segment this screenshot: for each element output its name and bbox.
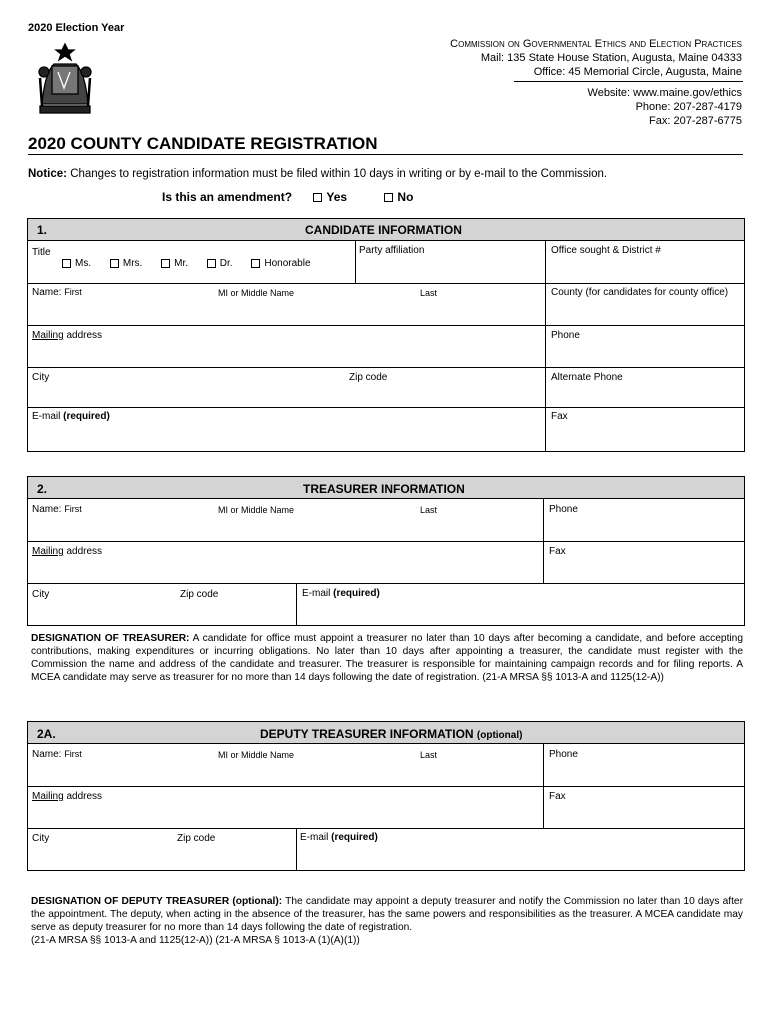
deputy-last-label: Last xyxy=(420,750,438,760)
deputy-treasurer-info-table xyxy=(27,743,745,871)
section1-number: 1. xyxy=(37,223,48,237)
commission-office: Office: 45 Memorial Circle, Augusta, Maine xyxy=(533,66,742,78)
candidate-city-field[interactable]: City xyxy=(32,372,50,383)
treasurer-fax-field[interactable]: Fax xyxy=(549,546,566,557)
deputy-name-field[interactable]: Name: First xyxy=(32,749,82,760)
treasurer-name-field[interactable]: Name: First xyxy=(32,504,82,515)
candidate-phone-field[interactable]: Phone xyxy=(551,330,580,341)
title-mr-checkbox[interactable]: Mr. xyxy=(161,258,188,269)
treasurer-city-field[interactable]: City xyxy=(32,589,50,600)
treasurer-mi-label: MI or Middle Name xyxy=(218,505,295,515)
notice-text: Changes to registration information must be filed within 10 days in writing or by e-mail to the Commission. xyxy=(70,168,608,180)
amendment-yes-checkbox[interactable]: Yes xyxy=(313,190,347,204)
treasurer-info-table xyxy=(27,498,745,626)
page-title: 2020 COUNTY CANDIDATE REGISTRATION xyxy=(28,134,378,153)
alternate-phone-field[interactable]: Alternate Phone xyxy=(551,372,623,383)
commission-website: Website: www.maine.gov/ethics xyxy=(587,87,742,99)
deputy-mi-label: MI or Middle Name xyxy=(218,750,295,760)
candidate-mi-label: MI or Middle Name xyxy=(218,288,295,298)
deputy-phone-field[interactable]: Phone xyxy=(549,749,578,760)
commission-mail: Mail: 135 State House Station, Augusta, Maine 04333 xyxy=(480,52,742,64)
treasurer-phone-field[interactable]: Phone xyxy=(549,504,578,515)
maine-seal-icon xyxy=(34,42,96,116)
election-year-label: 2020 Election Year xyxy=(28,22,125,34)
commission-phone: Phone: 207-287-4179 xyxy=(635,101,742,113)
title-honorable-checkbox[interactable]: Honorable xyxy=(251,258,310,269)
title-label: Title xyxy=(32,247,51,258)
deputy-zip-field[interactable]: Zip code xyxy=(177,833,216,844)
title-rule xyxy=(28,154,743,155)
section2-header xyxy=(27,476,745,499)
title-mrs-checkbox[interactable]: Mrs. xyxy=(110,258,142,269)
amendment-no-checkbox[interactable]: No xyxy=(384,190,413,204)
designation-of-treasurer-text: DESIGNATION OF TREASURER: A candidate for office must appoint a treasurer no later than 10 days after becoming a candidate, and before accepting contributions, making expenditures or incurring obligations. No later than 10 days after appointing a treasurer, the candidate must register with the Commission the name and address of the candidate and treasurer. The treasurer is responsible for maintaining campaign records and for filing reports. A MCEA candidate may serve as treasurer for no more than 14 days following the date of registration. (21-A MRSA §§ 1013-A and 1125(12-A)) xyxy=(31,633,743,683)
header-divider xyxy=(514,81,743,82)
candidate-mailing-address-field[interactable]: Mailing address xyxy=(32,330,103,341)
candidate-zip-field[interactable]: Zip code xyxy=(349,372,388,383)
deputy-city-field[interactable]: City xyxy=(32,833,50,844)
section2a-heading: DEPUTY TREASURER INFORMATION (optional) xyxy=(260,727,523,741)
section1-header xyxy=(27,218,745,241)
section2a-header xyxy=(27,721,745,744)
title-dr-checkbox[interactable]: Dr. xyxy=(207,258,233,269)
commission-fax: Fax: 207-287-6775 xyxy=(649,115,742,127)
treasurer-last-label: Last xyxy=(420,505,438,515)
deputy-fax-field[interactable]: Fax xyxy=(549,791,566,802)
section2a-number: 2A. xyxy=(37,727,56,741)
section2-number: 2. xyxy=(37,482,48,496)
county-field[interactable]: County (for candidates for county office) xyxy=(551,287,729,298)
amendment-question: Is this an amendment? xyxy=(162,190,293,204)
deputy-mailing-address-field[interactable]: Mailing address xyxy=(32,791,103,802)
notice-label: Notice: xyxy=(28,168,67,180)
candidate-name-field[interactable]: Name: First xyxy=(32,287,82,298)
candidate-info-table xyxy=(27,240,745,452)
section2-heading: TREASURER INFORMATION xyxy=(303,482,465,496)
designation-of-deputy-treasurer-text: DESIGNATION OF DEPUTY TREASURER (optional): The candidate may appoint a deputy treasurer and notify the Commission no later than 10 days after the appointment. The deputy, when acting in the absence of the treasurer, has the same powers and responsibilities as the treasurer. A MCEA candidate may serve as deputy treasurer for no more than 14 days following the date of registration. (21-A MRSA §§ 1013-A and 1125(12-A)) (21-A MRSA § 1013-A (1)(A)(1)) xyxy=(31,896,743,946)
commission-name: Commission on Governmental Ethics and Election Practices xyxy=(450,38,742,50)
candidate-email-field[interactable]: E-mail (required) xyxy=(32,411,110,422)
candidate-fax-field[interactable]: Fax xyxy=(551,411,568,422)
title-ms-checkbox[interactable]: Ms. xyxy=(62,258,91,269)
party-affiliation-label: Party affiliation xyxy=(359,245,425,256)
office-sought-label: Office sought & District # xyxy=(551,245,661,256)
treasurer-zip-field[interactable]: Zip code xyxy=(180,589,219,600)
treasurer-mailing-address-field[interactable]: Mailing address xyxy=(32,546,103,557)
deputy-email-field[interactable]: E-mail (required) xyxy=(300,832,378,843)
candidate-last-label: Last xyxy=(420,288,438,298)
treasurer-email-field[interactable]: E-mail (required) xyxy=(302,588,380,599)
section1-heading: CANDIDATE INFORMATION xyxy=(305,223,462,237)
